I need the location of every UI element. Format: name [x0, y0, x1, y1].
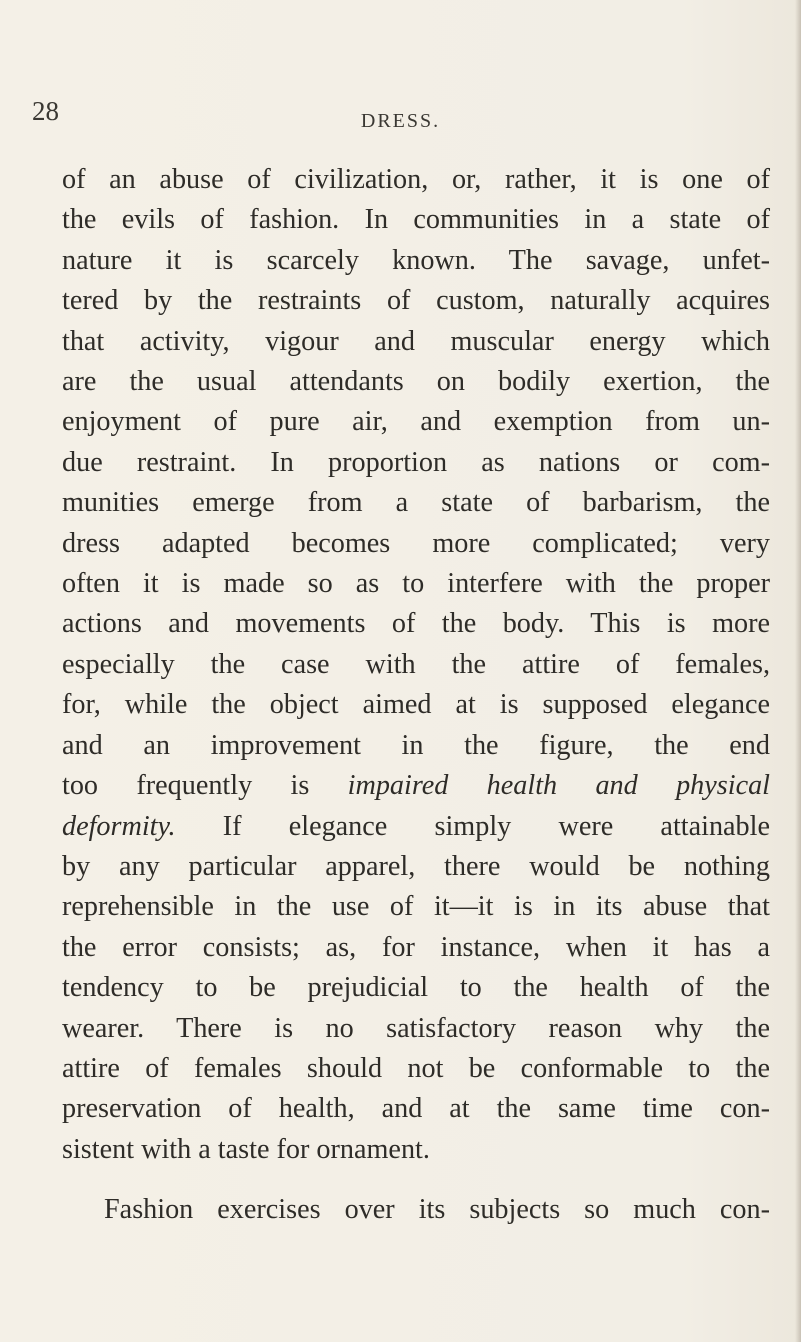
text-line: for, while the object aimed at is supposed elegance	[62, 689, 770, 721]
italic-phrase: deformity.	[62, 810, 176, 842]
text-line	[62, 766, 770, 806]
text-line: and an improvement in the figure, the end	[62, 729, 770, 761]
text-line: actions and movements of the body. This is more	[62, 608, 770, 640]
text-segment: If elegance simply were attainable	[175, 810, 770, 842]
text-line: dress adapted becomes more complicated; very	[62, 527, 770, 559]
text-line: especially the case with the attire of females,	[62, 648, 770, 680]
text-line: attire of females should not be conformable to the	[62, 1052, 770, 1084]
text-line: wearer. There is no satisfactory reason why the	[62, 1012, 770, 1044]
running-title: DRESS.	[360, 110, 441, 132]
page-number: 28	[32, 96, 59, 126]
text-segment: too frequently is	[62, 770, 348, 802]
text-line: munities emerge from a state of barbarism, the	[62, 487, 770, 519]
text-line: tered by the restraints of custom, naturally acquires	[62, 285, 770, 317]
text-line: are the usual attendants on bodily exertion, the	[62, 366, 770, 398]
page-edge-shadow	[795, 0, 801, 1342]
body-text	[62, 160, 770, 1231]
text-line	[62, 807, 770, 847]
text-line: nature it is scarcely known. The savage, unfet-	[62, 244, 770, 276]
italic-phrase: impaired health and physical	[347, 770, 770, 802]
paragraph-1	[62, 160, 770, 1170]
text-line: often it is made so as to interfere with the proper	[62, 568, 770, 600]
text-line: the evils of fashion. In communities in a state of	[62, 204, 770, 236]
text-line: due restraint. In proportion as nations or com-	[62, 446, 770, 478]
text-line: the error consists; as, for instance, when it has a	[62, 931, 770, 963]
paragraph-gap	[62, 1170, 770, 1190]
text-line: sistent with a taste for ornament.	[62, 1133, 430, 1165]
text-line: preservation of health, and at the same time con-	[62, 1093, 770, 1125]
text-line: by any particular apparel, there would be nothing	[62, 850, 770, 882]
paragraph-2	[62, 1190, 770, 1230]
text-line: Fashion exercises over its subjects so much con-	[104, 1194, 770, 1226]
text-line: tendency to be prejudicial to the health of the	[62, 972, 770, 1004]
text-line: that activity, vigour and muscular energy which	[62, 325, 770, 357]
text-line: reprehensible in the use of it—it is in its abuse that	[62, 891, 770, 923]
text-line: enjoyment of pure air, and exemption from un-	[62, 406, 770, 438]
text-line: of an abuse of civilization, or, rather, it is one of	[62, 164, 770, 195]
